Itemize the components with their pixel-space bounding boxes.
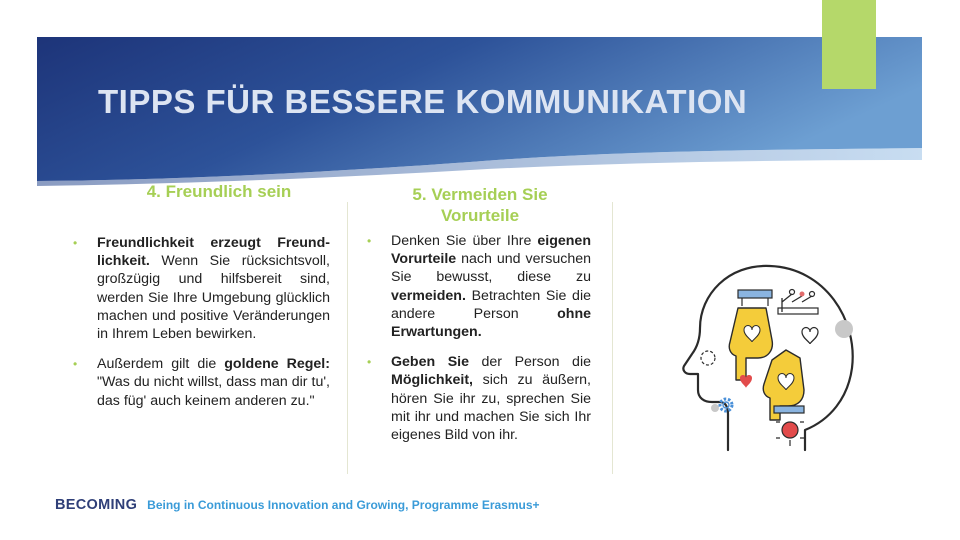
slide-title: TIPPS FÜR BESSERE KOMMUNIKATION	[98, 83, 748, 120]
text-run: Betrachten Sie die andere Person	[391, 287, 591, 322]
bold-text: Geben Sie	[391, 354, 469, 371]
text-run: Wenn Sie rücksichtsvoll, großzügig und hilfsbereit sind, werden Sie Ihre Umgebung glücklich machen und positive Veränderungen in Ihrem Leben bewirken.	[97, 253, 330, 343]
footer	[55, 496, 540, 514]
text-run: Außerdem gilt die	[97, 356, 225, 373]
bold-text: Möglichkeit,	[391, 372, 473, 389]
accent-tab	[822, 0, 876, 89]
column-2-bullet-list	[391, 232, 591, 456]
column-2-heading-line-2: Vorurteile	[440, 206, 520, 225]
head-helping-hands-icon	[680, 250, 860, 460]
col1-bullet-item	[97, 355, 330, 410]
column-1-bullet-list	[97, 234, 330, 422]
column-2-heading-line-1: 5. Vermeiden Sie	[412, 185, 548, 204]
text-run: sich zu äußern, hören Sie ihr zu, sprechen Sie mit ihr und machen Sie sich Ihr eigenes Bild von ihr.	[391, 372, 591, 444]
col1-bullet-item	[97, 234, 330, 343]
col2-bullet-item	[391, 232, 591, 341]
text-run: "Was du nicht willst, dass man dir tu', das füg' auch keinem anderen zu."	[97, 374, 330, 409]
bold-text: goldene Regel:	[224, 356, 330, 373]
bold-text: vermeiden.	[391, 287, 466, 304]
bold-text: ohne Erwartungen.	[391, 305, 591, 341]
column-1-heading: 4. Freundlich sein	[146, 182, 292, 201]
column-divider-2	[612, 202, 613, 474]
bold-text: Freundlichkeit erzeugt Freund-lichkeit.	[97, 235, 330, 270]
column-2-heading	[360, 184, 600, 226]
text-run: der Person die	[468, 354, 591, 371]
footer-tagline: Being in Continuous Innovation and Growing, Programme Erasmus+	[147, 498, 540, 512]
bold-text: eigenen Vorurteile	[391, 233, 591, 268]
text-run: Denken Sie über Ihre	[391, 233, 538, 249]
becoming-logo: BECOMING	[55, 497, 138, 513]
column-divider-1	[347, 202, 348, 474]
col2-bullet-item	[391, 353, 591, 444]
text-run: nach und versuchen Sie bewusst, diese zu	[391, 251, 591, 286]
